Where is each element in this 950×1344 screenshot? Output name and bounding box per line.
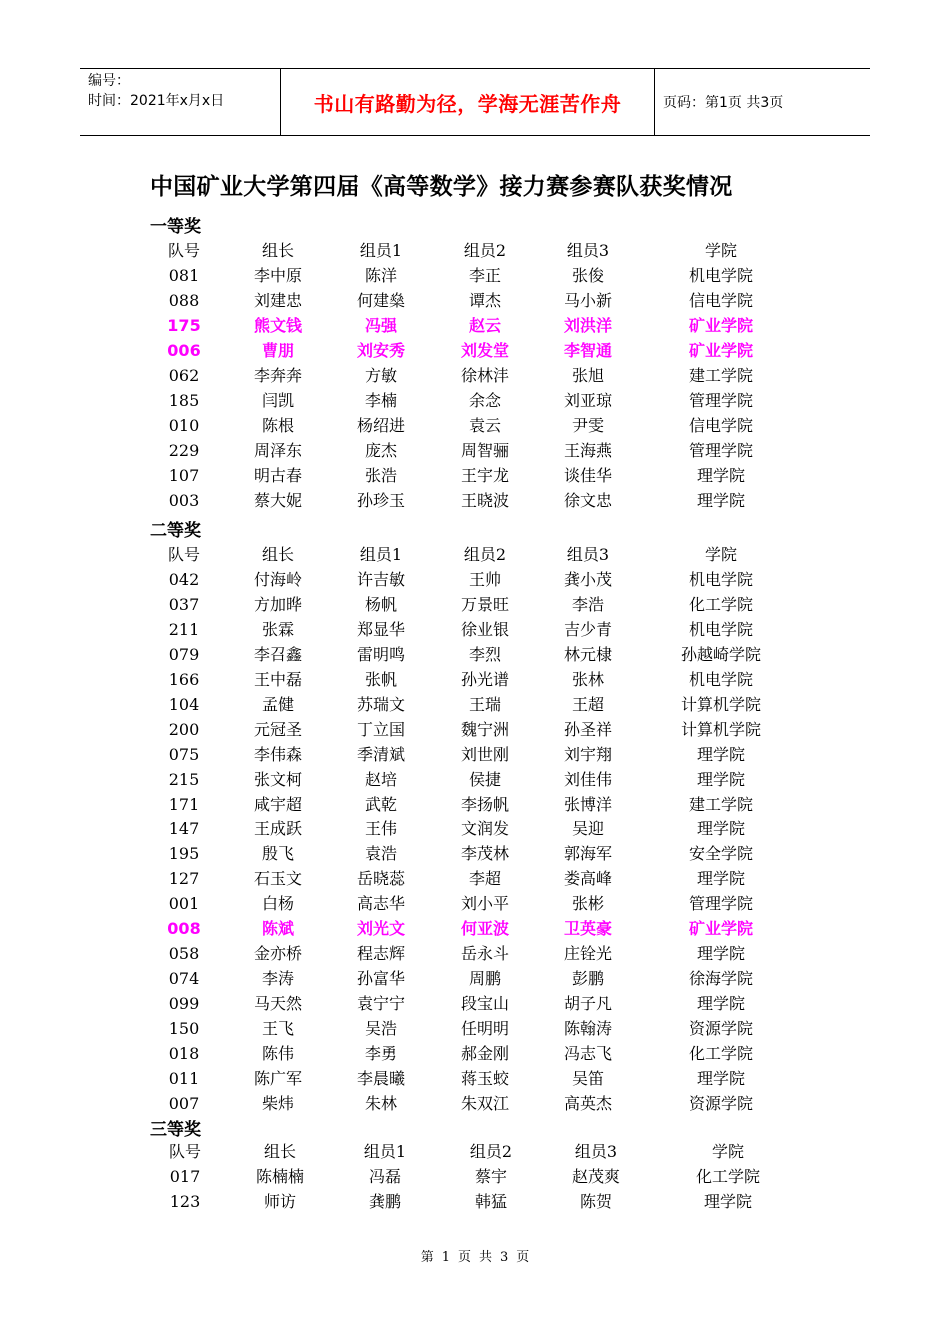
cell-member-3: 张博洋: [563, 794, 613, 814]
cell-member-2: 刘世刚: [460, 744, 510, 764]
cell-college: 矿业学院: [688, 315, 754, 335]
cell-college: 计算机学院: [680, 694, 762, 714]
cell-member-1: 程志辉: [356, 944, 406, 964]
cell-team-number: 001: [168, 894, 200, 914]
cell-member-3: 赵茂爽: [571, 1166, 621, 1186]
cell-member-3: 孙圣祥: [563, 719, 613, 739]
table-row: [0, 1016, 950, 1041]
cell-leader: 殷飞: [261, 844, 295, 864]
table-row: [0, 792, 950, 817]
table-row: [0, 1066, 950, 1091]
cell-leader: 李涛: [261, 969, 295, 989]
cell-member-1: 李晨曦: [356, 1068, 406, 1088]
cell-member-2: 李正: [468, 265, 502, 285]
cell-member-1: 袁宁宁: [356, 994, 406, 1014]
cell-member-3: 卫英豪: [563, 919, 613, 939]
cell-college: 计算机学院: [680, 719, 762, 739]
cell-member-3: 陈翰涛: [563, 1019, 613, 1039]
cell-leader: 陈楠楠: [255, 1166, 305, 1186]
cell-member-2: 赵云: [468, 315, 502, 335]
cell-leader: 金亦桥: [253, 944, 303, 964]
cell-college: 徐海学院: [688, 969, 754, 989]
cell-member-3: 张旭: [571, 365, 605, 385]
cell-team-number: 127: [168, 869, 200, 889]
section-title: 一等奖: [150, 217, 201, 237]
table-row: [0, 767, 950, 792]
cell-leader: 王成跃: [253, 819, 303, 839]
cell-member-2: 周智骊: [460, 440, 510, 460]
cell-leader: 刘建忠: [253, 290, 303, 310]
cell-member-2: 郝金刚: [460, 1044, 510, 1063]
table-row: [0, 1164, 950, 1189]
cell-college: 理学院: [696, 744, 746, 764]
column-header-college: 学院: [704, 545, 738, 564]
table-row: [0, 488, 950, 513]
cell-team-number: 088: [168, 290, 200, 310]
table-row: [0, 916, 950, 941]
cell-member-1: 杨帆: [364, 594, 398, 614]
cell-college: 孙越崎学院: [680, 644, 762, 664]
cell-leader: 孟健: [261, 694, 295, 714]
cell-team-number: 006: [167, 340, 201, 360]
cell-team-number: 011: [168, 1068, 200, 1088]
table-row: [0, 667, 950, 692]
cell-member-3: 刘佳伟: [563, 769, 613, 789]
cell-member-1: 许吉敏: [356, 569, 406, 589]
table-row: [0, 413, 950, 438]
cell-leader: 闫凯: [261, 390, 295, 410]
cell-member-3: 彭鹏: [571, 969, 605, 989]
cell-leader: 李伟森: [253, 744, 303, 764]
cell-member-2: 李烈: [468, 644, 502, 664]
cell-leader: 方加晔: [253, 594, 303, 614]
cell-college: 理学院: [703, 1191, 753, 1211]
cell-leader: 柴炜: [261, 1093, 295, 1113]
cell-member-3: 李浩: [571, 594, 605, 614]
cell-college: 化工学院: [688, 594, 754, 614]
cell-college: 化工学院: [688, 1044, 754, 1063]
cell-team-number: 147: [168, 819, 200, 839]
cell-member-1: 郑显华: [356, 619, 406, 639]
cell-member-2: 刘发堂: [460, 340, 510, 360]
footer-text-2: 页: [457, 1250, 471, 1265]
cell-college: 机电学院: [688, 669, 754, 689]
cell-team-number: 123: [169, 1191, 201, 1211]
column-header-leader: 组长: [263, 1142, 297, 1161]
cell-college: 资源学院: [688, 1019, 754, 1039]
cell-member-2: 王瑞: [468, 694, 502, 714]
cell-college: 理学院: [696, 769, 746, 789]
cell-member-1: 王伟: [364, 819, 398, 839]
cell-member-3: 庄铨光: [563, 944, 613, 964]
cell-leader: 陈广军: [253, 1068, 303, 1088]
cell-member-2: 侯捷: [468, 769, 502, 789]
table-row: [0, 1041, 950, 1066]
cell-member-1: 朱林: [364, 1093, 398, 1113]
cell-member-1: 赵培: [364, 769, 398, 789]
cell-leader: 明古春: [253, 465, 303, 485]
cell-leader: 张霖: [261, 619, 295, 639]
cell-member-1: 丁立国: [356, 719, 406, 739]
cell-member-2: 袁云: [468, 415, 502, 435]
cell-leader: 王飞: [261, 1019, 295, 1039]
column-header-leader: 组长: [261, 545, 295, 564]
column-header-member-2: 组员2: [463, 241, 507, 260]
cell-leader: 石玉文: [253, 869, 303, 889]
header-time-label: 时间：2021年x月x日: [88, 93, 225, 109]
cell-member-3: 冯志飞: [563, 1044, 613, 1063]
cell-member-3: 郭海军: [563, 844, 613, 864]
cell-member-3: 吴迎: [571, 819, 605, 839]
table-row: [0, 313, 950, 338]
cell-college: 理学院: [696, 994, 746, 1014]
cell-team-number: 062: [168, 365, 200, 385]
table-row: [0, 463, 950, 488]
header-meta: [80, 69, 281, 135]
cell-member-3: 张俊: [571, 265, 605, 285]
cell-leader: 陈伟: [261, 1044, 295, 1063]
table-row: [0, 966, 950, 991]
cell-member-2: 王晓波: [460, 490, 510, 510]
cell-member-2: 徐业银: [460, 619, 510, 639]
cell-leader: 熊文钱: [253, 315, 303, 335]
cell-member-3: 高英杰: [563, 1093, 613, 1113]
cell-team-number: 099: [168, 994, 200, 1014]
column-header-member-1: 组员1: [359, 545, 403, 564]
cell-team-number: 195: [168, 844, 200, 864]
cell-team-number: 058: [168, 944, 200, 964]
footer-total-pages: 3: [500, 1250, 509, 1265]
cell-college: 信电学院: [688, 415, 754, 435]
table-row: [0, 363, 950, 388]
cell-team-number: 003: [168, 490, 200, 510]
cell-team-number: 175: [167, 315, 201, 335]
cell-college: 信电学院: [688, 290, 754, 310]
table-row: [0, 941, 950, 966]
cell-college: 建工学院: [688, 794, 754, 814]
column-header-leader: 组长: [261, 241, 295, 260]
cell-member-1: 季清斌: [356, 744, 406, 764]
cell-team-number: 010: [168, 415, 200, 435]
cell-college: 矿业学院: [688, 919, 754, 939]
cell-member-1: 刘安秀: [356, 340, 406, 360]
cell-member-1: 刘光文: [356, 919, 406, 939]
cell-team-number: 107: [168, 465, 200, 485]
cell-team-number: 075: [168, 744, 200, 764]
cell-member-2: 蒋玉蛟: [460, 1068, 510, 1088]
cell-member-3: 龚小茂: [563, 569, 613, 589]
cell-college: 理学院: [696, 869, 746, 889]
table-row: [0, 1189, 950, 1214]
cell-member-1: 冯磊: [368, 1166, 402, 1186]
cell-member-2: 李超: [468, 869, 502, 889]
cell-member-2: 李扬帆: [460, 794, 510, 814]
cell-team-number: 037: [168, 594, 200, 614]
document-title: 中国矿业大学第四届《高等数学》接力赛参赛队获奖情况: [150, 174, 733, 200]
cell-member-3: 吴笛: [571, 1068, 605, 1088]
cell-team-number: 008: [167, 919, 201, 939]
header-number-label: 编号：: [88, 73, 130, 89]
column-header-team-number: 队号: [167, 241, 201, 260]
cell-member-1: 杨绍进: [356, 415, 406, 435]
cell-member-1: 雷明鸣: [356, 644, 406, 664]
cell-college: 建工学院: [688, 365, 754, 385]
cell-member-3: 李智通: [563, 340, 613, 360]
table-row: [0, 288, 950, 313]
cell-member-1: 武乾: [364, 794, 398, 814]
table-row: [0, 617, 950, 642]
cell-member-2: 魏宁洲: [460, 719, 510, 739]
cell-member-2: 周鹏: [468, 969, 502, 989]
header-page-info: 页码：第1页 共3页: [663, 95, 784, 111]
cell-team-number: 018: [168, 1044, 200, 1063]
cell-member-3: 谈佳华: [563, 465, 613, 485]
cell-member-3: 张林: [571, 669, 605, 689]
cell-member-2: 王帅: [468, 569, 502, 589]
cell-member-3: 刘宇翔: [563, 744, 613, 764]
table-row: [0, 338, 950, 363]
column-header-member-3: 组员3: [566, 241, 610, 260]
cell-team-number: 215: [168, 769, 200, 789]
column-header-college: 学院: [711, 1142, 745, 1161]
column-header-team-number: 队号: [167, 545, 201, 564]
table-row: [0, 592, 950, 617]
cell-member-1: 苏瑞文: [356, 694, 406, 714]
cell-member-3: 林元棣: [563, 644, 613, 664]
cell-college: 理学院: [696, 1068, 746, 1088]
cell-member-3: 张彬: [571, 894, 605, 914]
column-header-member-3: 组员3: [574, 1142, 618, 1161]
cell-team-number: 042: [168, 569, 200, 589]
cell-college: 理学院: [696, 465, 746, 485]
cell-college: 管理学院: [688, 894, 754, 914]
cell-leader: 李中原: [253, 265, 303, 285]
cell-member-1: 何建燊: [356, 290, 406, 310]
cell-member-1: 陈洋: [364, 265, 398, 285]
cell-leader: 周泽东: [253, 440, 303, 460]
footer-text-3: 共: [479, 1250, 493, 1265]
cell-member-2: 孙光谱: [460, 669, 510, 689]
cell-member-1: 龚鹏: [368, 1191, 402, 1211]
cell-leader: 张文柯: [253, 769, 303, 789]
column-header-member-1: 组员1: [363, 1142, 407, 1161]
cell-leader: 马天然: [253, 994, 303, 1014]
table-row: [0, 642, 950, 667]
table-row: [0, 388, 950, 413]
cell-team-number: 104: [168, 694, 200, 714]
page-header: [80, 68, 870, 136]
section-title: 三等奖: [150, 1120, 201, 1140]
section-title: 二等奖: [150, 521, 201, 541]
cell-member-3: 刘洪洋: [563, 315, 613, 335]
cell-leader: 陈根: [261, 415, 295, 435]
cell-leader: 蔡大妮: [253, 490, 303, 510]
cell-member-2: 任明明: [460, 1019, 510, 1039]
cell-leader: 王中磊: [253, 669, 303, 689]
table-header-row: [0, 1139, 950, 1164]
cell-member-1: 张帆: [364, 669, 398, 689]
cell-member-2: 朱双江: [460, 1093, 510, 1113]
cell-team-number: 007: [168, 1093, 200, 1113]
cell-member-2: 余念: [468, 390, 502, 410]
cell-member-2: 徐林沣: [460, 365, 510, 385]
table-row: [0, 841, 950, 866]
cell-team-number: 074: [168, 969, 200, 989]
cell-member-1: 方敏: [364, 365, 398, 385]
cell-member-1: 庞杰: [364, 440, 398, 460]
page-footer: [0, 1246, 950, 1265]
cell-member-2: 何亚波: [460, 919, 510, 939]
footer-text-1: 第: [420, 1250, 434, 1265]
cell-member-1: 孙珍玉: [356, 490, 406, 510]
cell-college: 矿业学院: [688, 340, 754, 360]
cell-leader: 师访: [263, 1191, 297, 1211]
cell-member-3: 徐文忠: [563, 490, 613, 510]
column-header-member-1: 组员1: [359, 241, 403, 260]
cell-member-1: 张浩: [364, 465, 398, 485]
table-row: [0, 742, 950, 767]
cell-member-2: 刘小平: [460, 894, 510, 914]
cell-member-3: 陈贺: [579, 1191, 613, 1211]
cell-member-2: 谭杰: [468, 290, 502, 310]
cell-leader: 付海岭: [253, 569, 303, 589]
cell-college: 理学院: [696, 490, 746, 510]
table-row: [0, 866, 950, 891]
cell-member-3: 王超: [571, 694, 605, 714]
cell-leader: 咸宇超: [253, 794, 303, 814]
cell-member-2: 文润发: [460, 819, 510, 839]
cell-college: 管理学院: [688, 440, 754, 460]
cell-member-1: 李勇: [364, 1044, 398, 1063]
cell-college: 机电学院: [688, 265, 754, 285]
cell-leader: 白杨: [261, 894, 295, 914]
cell-team-number: 081: [168, 265, 200, 285]
cell-team-number: 185: [168, 390, 200, 410]
table-header-row: [0, 542, 950, 567]
cell-team-number: 229: [168, 440, 200, 460]
cell-member-3: 王海燕: [563, 440, 613, 460]
cell-member-2: 王宇龙: [460, 465, 510, 485]
cell-member-2: 韩猛: [474, 1191, 508, 1211]
table-row: [0, 692, 950, 717]
cell-team-number: 017: [169, 1166, 201, 1186]
cell-team-number: 166: [168, 669, 200, 689]
footer-text-4: 页: [516, 1250, 530, 1265]
cell-member-1: 袁浩: [364, 844, 398, 864]
cell-member-2: 岳永斗: [460, 944, 510, 964]
cell-team-number: 150: [168, 1019, 200, 1039]
cell-member-1: 孙富华: [356, 969, 406, 989]
cell-college: 管理学院: [688, 390, 754, 410]
cell-team-number: 200: [168, 719, 200, 739]
cell-college: 资源学院: [688, 1093, 754, 1113]
table-row: [0, 991, 950, 1016]
cell-leader: 元冠圣: [253, 719, 303, 739]
cell-member-3: 马小新: [563, 290, 613, 310]
cell-leader: 曹朋: [261, 340, 295, 360]
cell-college: 理学院: [696, 944, 746, 964]
cell-college: 化工学院: [695, 1166, 761, 1186]
cell-leader: 陈斌: [261, 919, 295, 939]
cell-team-number: 171: [168, 794, 200, 814]
table-row: [0, 1091, 950, 1116]
cell-member-3: 吉少青: [563, 619, 613, 639]
cell-member-1: 岳晓蕊: [356, 869, 406, 889]
column-header-team-number: 队号: [168, 1142, 202, 1161]
cell-member-2: 蔡宇: [474, 1166, 508, 1186]
cell-college: 安全学院: [688, 844, 754, 864]
cell-member-3: 胡子凡: [563, 994, 613, 1014]
cell-member-1: 冯强: [364, 315, 398, 335]
table-row: [0, 816, 950, 841]
cell-leader: 李召鑫: [253, 644, 303, 664]
cell-member-3: 刘亚琼: [563, 390, 613, 410]
footer-current-page: 1: [441, 1250, 450, 1265]
table-row: [0, 717, 950, 742]
column-header-college: 学院: [704, 241, 738, 260]
table-row: [0, 891, 950, 916]
cell-member-1: 吴浩: [364, 1019, 398, 1039]
column-header-member-2: 组员2: [469, 1142, 513, 1161]
cell-college: 理学院: [696, 819, 746, 839]
cell-member-1: 高志华: [356, 894, 406, 914]
table-row: [0, 263, 950, 288]
cell-team-number: 211: [168, 619, 200, 639]
header-motto: 书山有路勤为径，学海无涯苦作舟: [281, 69, 655, 135]
table-row: [0, 567, 950, 592]
cell-college: 机电学院: [688, 569, 754, 589]
cell-college: 机电学院: [688, 619, 754, 639]
table-header-row: [0, 238, 950, 263]
cell-member-3: 娄高峰: [563, 869, 613, 889]
column-header-member-2: 组员2: [463, 545, 507, 564]
cell-member-3: 尹雯: [571, 415, 605, 435]
cell-member-2: 段宝山: [460, 994, 510, 1014]
column-header-member-3: 组员3: [566, 545, 610, 564]
cell-member-2: 李茂林: [460, 844, 510, 864]
cell-member-1: 李楠: [364, 390, 398, 410]
cell-leader: 李奔奔: [253, 365, 303, 385]
cell-team-number: 079: [168, 644, 200, 664]
cell-member-2: 万景旺: [460, 594, 510, 614]
table-row: [0, 438, 950, 463]
